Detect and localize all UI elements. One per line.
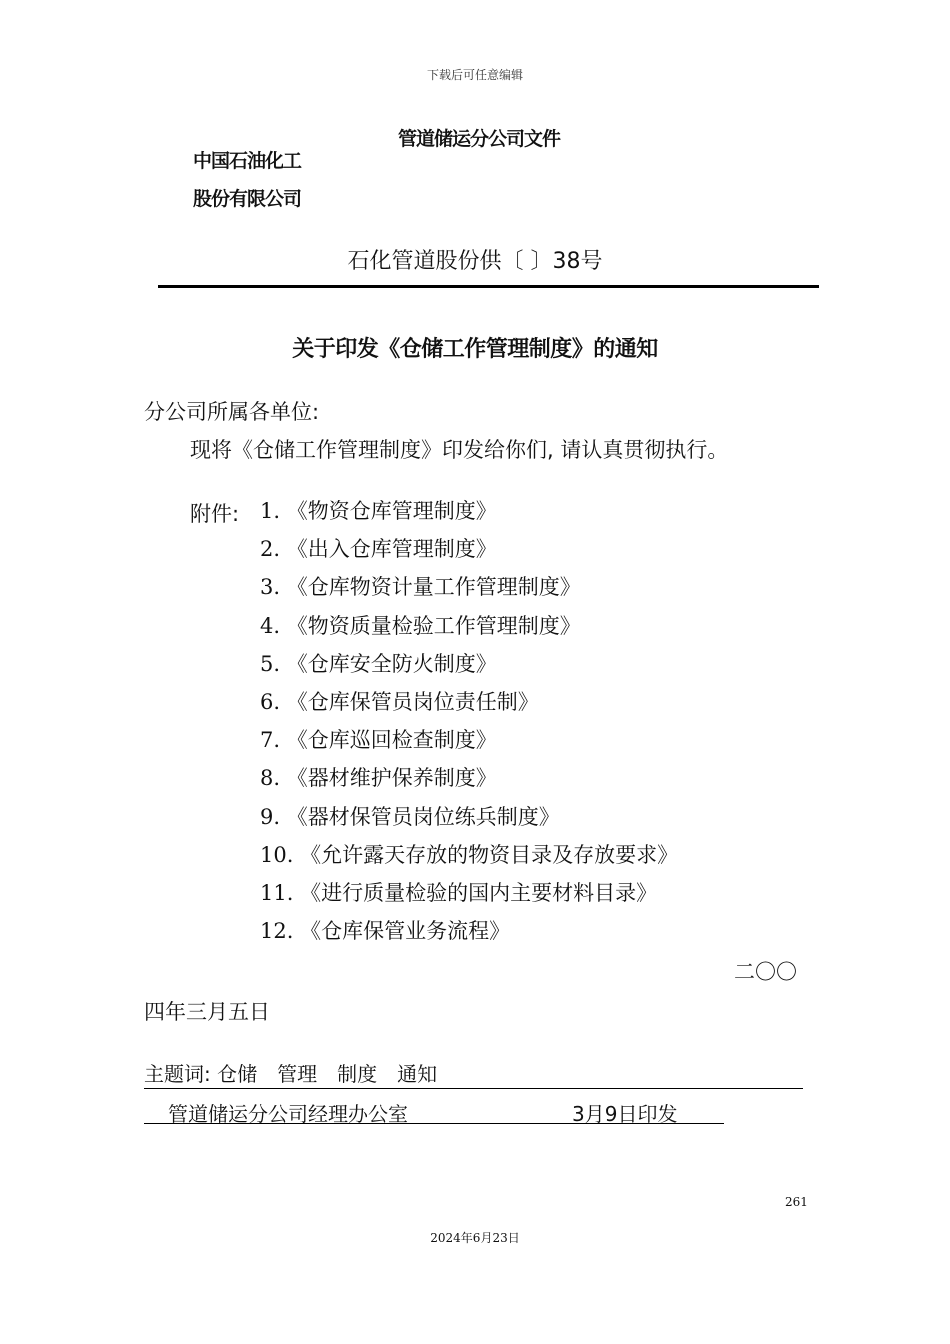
attachment-number: 11. <box>260 880 294 905</box>
printing-office: 管道储运分公司经理办公室 <box>168 1102 408 1126</box>
attachment-title: 《物资质量检验工作管理制度》 <box>286 613 581 638</box>
list-item <box>260 725 678 763</box>
issuer-branch: 管道储运分公司文件 <box>398 128 561 150</box>
list-item <box>260 534 678 572</box>
footer-date: 2024年6月23日 <box>430 1231 520 1245</box>
list-item <box>260 916 678 954</box>
attachment-title: 《出入仓库管理制度》 <box>286 537 497 562</box>
issuer-company-line2: 股份有限公司 <box>193 188 302 210</box>
attachment-title: 《器材保管员岗位练兵制度》 <box>286 804 560 829</box>
list-item <box>260 840 678 878</box>
list-item <box>260 649 678 687</box>
subject-terms: 主题词: 仓储 管理 制度 通知 <box>144 1058 803 1089</box>
attachment-title: 《允许露天存放的物资目录及存放要求》 <box>300 842 679 867</box>
salutation: 分公司所属各单位: <box>144 400 320 424</box>
attachment-title: 《仓库安全防火制度》 <box>286 651 497 676</box>
body-text: 现将《仓储工作管理制度》印发给你们, 请认真贯彻执行。 <box>190 438 729 462</box>
print-info <box>144 1098 724 1124</box>
printing-date: 3月9日印发 <box>572 1102 678 1126</box>
attachment-number: 1. <box>260 499 281 523</box>
attachment-title: 《仓库保管员岗位责任制》 <box>286 689 539 714</box>
list-item <box>260 687 678 725</box>
list-item <box>260 802 678 840</box>
attachment-number: 2. <box>260 537 281 562</box>
document-number: 石化管道股份供〔 〕38号 <box>347 249 603 274</box>
list-item <box>260 572 678 610</box>
list-item <box>260 878 678 916</box>
attachment-number: 9. <box>260 804 281 829</box>
attachment-number: 12. <box>260 919 294 944</box>
attachment-title: 《仓库保管业务流程》 <box>300 919 511 944</box>
header-rule <box>158 285 819 288</box>
attachments-label: 附件: <box>190 502 240 526</box>
attachment-title: 《物资仓库管理制度》 <box>286 499 497 523</box>
attachment-number: 7. <box>260 728 281 753</box>
issue-date-line1: 二〇〇 <box>734 960 797 984</box>
attachment-number: 10. <box>260 842 294 867</box>
list-item <box>260 611 678 649</box>
attachment-number: 8. <box>260 766 281 791</box>
attachment-number: 3. <box>260 575 281 600</box>
attachment-number: 5. <box>260 651 281 676</box>
page-number: 261 <box>785 1195 808 1209</box>
attachment-title: 《进行质量检验的国内主要材料目录》 <box>300 880 658 905</box>
list-item <box>260 496 678 534</box>
header-note: 下载后可任意编辑 <box>426 68 523 82</box>
list-item <box>260 763 678 801</box>
attachments-list <box>260 496 678 954</box>
attachment-number: 6. <box>260 689 281 714</box>
attachment-title: 《仓库巡回检查制度》 <box>286 728 497 753</box>
issuer-company-line1: 中国石油化工 <box>193 150 302 172</box>
attachment-title: 《器材维护保养制度》 <box>286 766 497 791</box>
issue-date-line2: 四年三月五日 <box>144 1000 270 1024</box>
document-title: 关于印发《仓储工作管理制度》的通知 <box>292 337 658 362</box>
attachment-title: 《仓库物资计量工作管理制度》 <box>286 575 581 600</box>
attachment-number: 4. <box>260 613 281 638</box>
